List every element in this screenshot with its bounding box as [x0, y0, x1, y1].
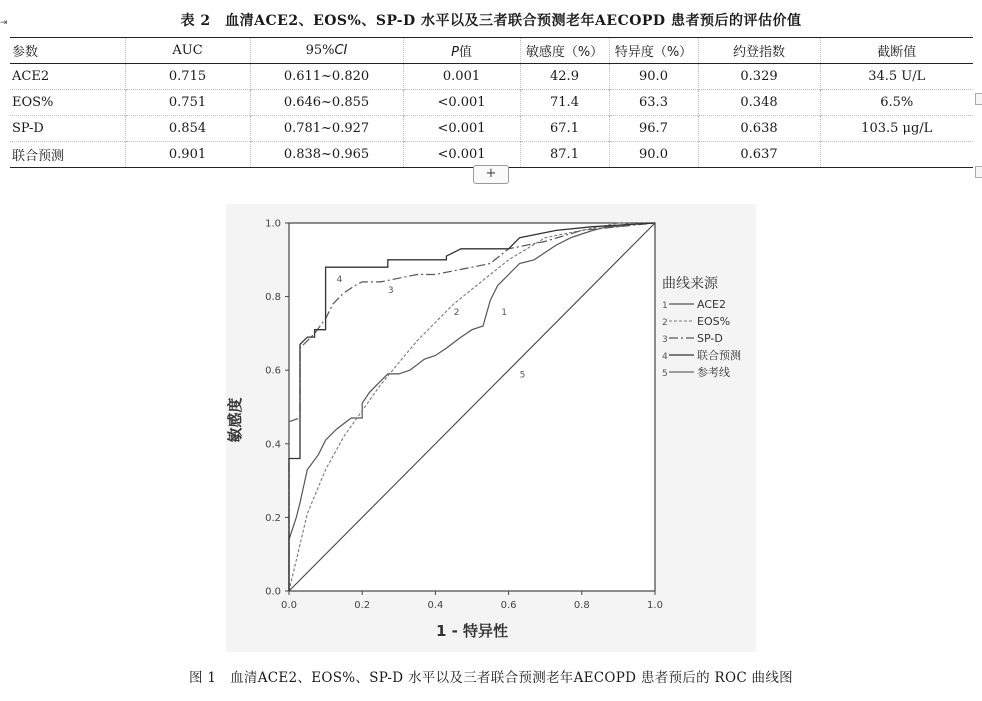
header-youden: 约登指数 — [698, 38, 820, 64]
curve-number-label: 4 — [336, 274, 343, 285]
table-row — [10, 90, 973, 116]
cell-sensitivity: 87.1 — [520, 142, 609, 168]
header-p-value: 值 — [458, 45, 472, 60]
cell-auc: 0.751 — [125, 90, 250, 116]
table-row — [10, 64, 973, 90]
cell-ci: 0.781~0.927 — [250, 116, 403, 142]
cell-sensitivity: 67.1 — [520, 116, 609, 142]
cell-param: EOS% — [12, 95, 54, 110]
cell-specificity: 63.3 — [609, 90, 698, 116]
cell-p: <0.001 — [403, 116, 520, 142]
cell-youden: 0.348 — [698, 90, 820, 116]
cell-p: 0.001 — [403, 64, 520, 90]
cell-p: <0.001 — [403, 90, 520, 116]
header-auc: AUC — [125, 38, 250, 64]
legend-number: 5 — [662, 369, 668, 379]
header-specificity: 特异度（%） — [609, 38, 698, 64]
table-row — [10, 142, 973, 168]
legend-number: 1 — [662, 301, 668, 311]
resize-handle-icon[interactable] — [975, 166, 982, 178]
curve-number-label: 2 — [453, 308, 460, 318]
cell-cutoff — [820, 142, 973, 168]
cell-youden: 0.638 — [698, 116, 820, 142]
curve-number-label: 5 — [519, 370, 526, 381]
cell-youden: 0.329 — [698, 64, 820, 90]
x-tick-label: 0.8 — [573, 600, 590, 611]
x-tick-label: 0.0 — [281, 600, 297, 611]
header-p — [403, 38, 520, 64]
cell-auc: 0.715 — [125, 64, 250, 90]
header-sensitivity: 敏感度（%） — [520, 38, 609, 64]
y-axis-label: 敏感度 — [226, 397, 244, 443]
y-tick-label: 0.6 — [265, 365, 281, 377]
cell-param: ACE2 — [12, 69, 50, 84]
cell-cutoff: 103.5 μg/L — [820, 116, 973, 142]
roc-chart — [226, 204, 756, 652]
x-tick-label: 0.4 — [427, 600, 444, 611]
x-tick-label: 0.2 — [354, 600, 371, 611]
row-handle-icon[interactable] — [975, 93, 982, 105]
x-tick-label: 1.0 — [647, 600, 663, 611]
curve-number-label: 3 — [387, 285, 394, 296]
roc-figure — [226, 204, 756, 652]
cell-specificity: 90.0 — [609, 142, 698, 168]
table-header-row — [10, 38, 973, 64]
cell-ci: 0.838~0.965 — [250, 142, 403, 168]
cell-specificity: 90.0 — [609, 64, 698, 90]
x-tick-label: 0.6 — [500, 600, 517, 611]
anchor-icon: ⇥ — [0, 18, 8, 28]
header-ci-italic: CI — [334, 43, 348, 58]
legend-entry-3: SP-D — [697, 332, 723, 345]
data-table — [10, 37, 973, 168]
y-tick-label: 0.0 — [265, 586, 281, 598]
header-ci — [250, 38, 403, 64]
cell-param: 联合预测 — [12, 149, 65, 164]
legend-entry-4: 联合预测 — [697, 349, 741, 362]
cell-cutoff: 34.5 U/L — [820, 64, 973, 90]
cell-sensitivity: 42.9 — [520, 64, 609, 90]
add-row-button[interactable]: + — [473, 165, 509, 184]
legend-number: 2 — [662, 318, 668, 328]
header-p-italic: P — [451, 45, 459, 60]
cell-sensitivity: 71.4 — [520, 90, 609, 116]
cell-param: SP-D — [12, 121, 44, 136]
header-param: 参数 — [12, 45, 39, 60]
header-ci-pct: 95% — [305, 43, 335, 58]
y-tick-label: 0.4 — [265, 439, 281, 451]
legend-entry-5: 参考线 — [697, 366, 730, 379]
y-tick-label: 0.8 — [265, 292, 281, 304]
legend-title: 曲线来源 — [662, 276, 718, 292]
header-cutoff: 截断值 — [820, 38, 973, 64]
y-tick-label: 1.0 — [265, 218, 281, 230]
x-axis-label: 1 - 特异性 — [435, 622, 509, 640]
cell-specificity: 96.7 — [609, 116, 698, 142]
cell-auc: 0.854 — [125, 116, 250, 142]
table-row — [10, 116, 973, 142]
table-caption: 表 2 血清ACE2、EOS%、SP-D 水平以及三者联合预测老年AECOPD 患者预后的评估价值 — [180, 13, 802, 29]
legend-entry-2: EOS% — [697, 315, 731, 328]
cell-youden: 0.637 — [698, 142, 820, 168]
curve-number-label: 1 — [501, 308, 508, 318]
cell-p: <0.001 — [403, 142, 520, 168]
cell-cutoff: 6.5% — [820, 90, 973, 116]
legend-number: 4 — [662, 352, 668, 362]
y-tick-label: 0.2 — [265, 512, 281, 524]
cell-ci: 0.611~0.820 — [250, 64, 403, 90]
legend-entry-1: ACE2 — [697, 298, 726, 311]
legend-number: 3 — [662, 335, 668, 345]
figure-caption: 图 1 血清ACE2、EOS%、SP-D 水平以及三者联合预测老年AECOPD 患者预后的 ROC 曲线图 — [189, 670, 793, 686]
cell-auc: 0.901 — [125, 142, 250, 168]
cell-ci: 0.646~0.855 — [250, 90, 403, 116]
